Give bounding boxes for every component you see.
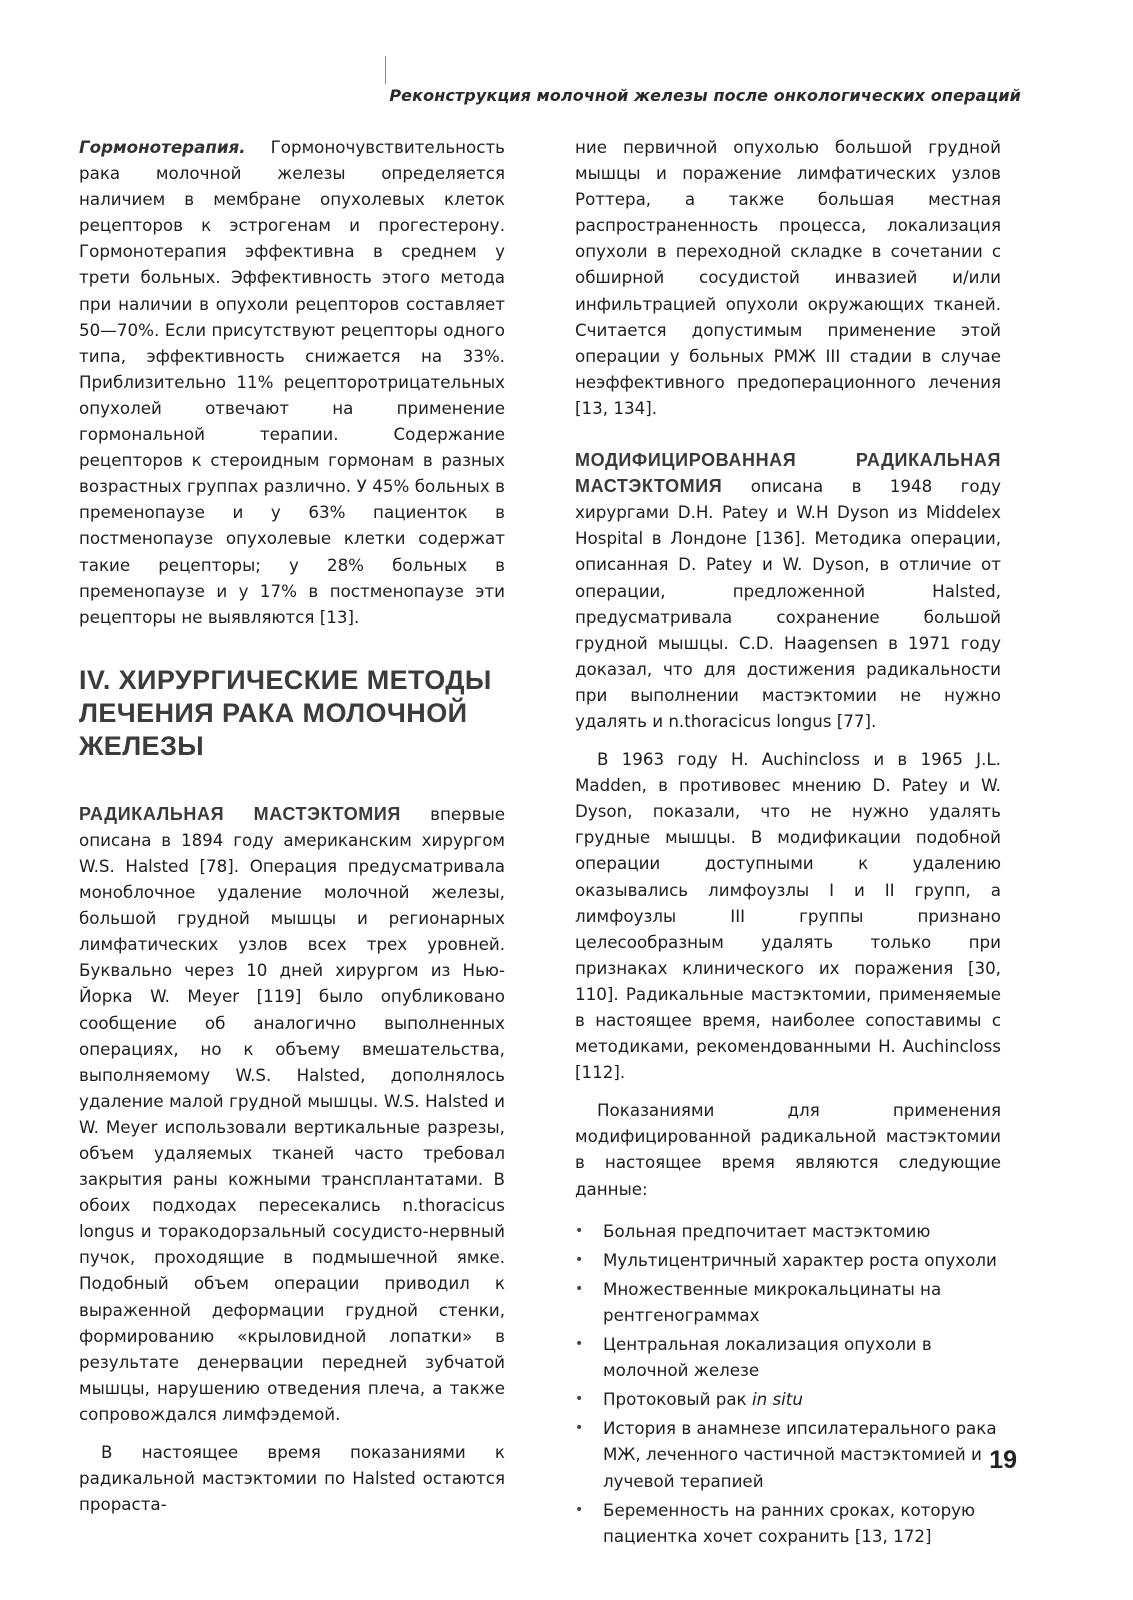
- bullet-icon: •: [575, 1222, 584, 1239]
- list-item-emphasis: in situ: [751, 1389, 803, 1410]
- page-number: 19: [989, 1446, 1017, 1474]
- paragraph-lead: Гормонотерапия.: [79, 137, 246, 157]
- paragraph-auchincloss: В 1963 году H. Auchincloss и в 1965 J.L. Madden, в противовес мнению D. Patey и W. Dyson, показали, что не нужно удалять грудные мышцы. В модификации подобной операции доступными к удалению оказывались лимфоузлы I и II групп, а лимфоузлы III группы признано целесообразным удалять только при признаках клинического их поражения [30, 110]. Радикальные мастэктомии, применяемые в настоящее время, наиболее сопоставимы с методиками, рекомендованными H. Auchincloss [112].: [575, 749, 1001, 1083]
- bullet-icon: •: [575, 1336, 584, 1353]
- bullet-icon: •: [575, 1420, 584, 1437]
- list-item-text: История в анамнезе ипсилатерального рака МЖ, леченного частичной мастэктомией и лучевой терапией: [603, 1418, 997, 1491]
- list-item: [575, 1497, 1001, 1549]
- list-item-text: Множественные микрокальцинаты на рентгенограммах: [603, 1278, 942, 1325]
- list-item: [575, 1386, 1001, 1412]
- paragraph-text: Гормоночувствительность рака молочной железы определяется наличием в мембране опухолевых клеток рецепторов к эстрогенам и прогестерону. Гормонотерапия эффективна в среднем у трети больных. Эффективность этого метода при наличии в опухоли рецепторов составляет 50—70%. Если присутствуют рецепторы одного типа, эффективность снижается на 33%. Приблизительно 11% рецепторотрицательных опухолей отвечают на применение гормональной терапии. Содержание рецепторов к стероидным гормонам в разных возрастных группах различно. У 45% больных в пременопаузе и у 63% пациенток в постменопаузе опухолевые клетки содержат такие рецепторы; у 28% больных в пременопаузе и у 17% в постменопаузе эти рецепторы не выявляются [13].: [79, 137, 505, 627]
- list-item: [575, 1415, 1001, 1493]
- paragraph-modified-indications: Показаниями для применения модифицированной радикальной мастэктомии в настоящее время являются следующие данные:: [575, 1100, 1001, 1199]
- paragraph-lead: РАДИКАЛЬНАЯ МАСТЭКТОМИЯ: [79, 803, 401, 824]
- paragraph-lead: МОДИФИЦИРОВАННАЯ РАДИКАЛЬНАЯ МАСТЭКТОМИЯ: [575, 450, 1001, 497]
- bullet-icon: •: [575, 1391, 584, 1408]
- paragraph-radical-mastectomy: [79, 801, 505, 1427]
- bullet-icon: •: [575, 1501, 584, 1518]
- list-item: [575, 1331, 1001, 1383]
- right-column: [575, 134, 1001, 1552]
- paragraph-hormone-therapy: [79, 134, 505, 630]
- list-item-text: Мультицентричный характер роста опухоли: [603, 1249, 997, 1270]
- running-head: Реконструкция молочной железы после онкологических операций: [389, 86, 1021, 105]
- list-item-text: Больная предпочитает мастэктомию: [603, 1220, 931, 1241]
- list-item: [575, 1218, 1001, 1244]
- paragraph-modified-mastectomy: [575, 447, 1001, 734]
- paragraph-text: описана в 1948 году хирургами D.H. Patey и W.H Dyson из Middelex Hospital в Лондоне [136]. Методика операции, описанная D. Patey и W. Dyson, в отличие от операции, предложенной Halsted, предусматривала сохранение большой грудной мышцы. C.D. Haagensen в 1971 году доказал, что для достижения радикальности при выполнении мастэктомии не нужно удалять и n.thoracicus longus [77].: [575, 476, 1001, 731]
- paragraph-text: впервые описана в 1894 году американским хирургом W.S. Halsted [78]. Операция предусматривала моноблочное удаление молочной железы, большой грудной мышцы и регионарных лимфатических узлов всех трех уровней. Буквально через 10 дней хирургом из Нью-Йорка W. Meyer [119] было опубликовано сообщение об аналогично выполненных операциях, но к объему вмешательства, выполняемому W.S. Halsted, дополнялось удаление малой грудной мышцы. W.S. Halsted и W. Meyer использовали вертикальные разрезы, объем удаляемых тканей часто требовал закрытия раны кожными трансплантатами. В обоих подходах пересекались n.thoracicus longus и торакодорзальный сосудисто-нервный пучок, проходящие в подмышечной ямке. Подобный объем операции приводил к выраженной деформации грудной стенки, формированию «крыловидной лопатки» в результате денервации передней зубчатой мышцы, нарушению отведения плеча, а также сопровождался лимфэдемой.: [79, 803, 506, 1424]
- paragraph-continuation: ние первичной опухолью большой грудной мышцы и поражение лимфатических узлов Роттера, а также большая местная распространенность процесса, локализация опухоли в переходной складке в сочетании с обширной сосудистой инвазией и/или инфильтрацией опухоли окружающих тканей. Считается допустимым применение этой операции у больных РМЖ III стадии в случае неэффективного предоперационного лечения [13, 134].: [575, 137, 1001, 418]
- indications-list: [575, 1218, 1001, 1549]
- list-item-text: Протоковый рак: [603, 1389, 752, 1410]
- list-item: [575, 1247, 1001, 1273]
- list-item-text: Центральная локализация опухоли в молочной железе: [603, 1334, 932, 1381]
- bullet-icon: •: [575, 1251, 584, 1268]
- section-heading: IV. ХИРУРГИЧЕСКИЕ МЕТОДЫ ЛЕЧЕНИЯ РАКА МОЛОЧНОЙ ЖЕЛЕЗЫ: [79, 664, 492, 761]
- list-item: [575, 1276, 1001, 1328]
- left-column: [79, 134, 505, 1529]
- list-item-text: Беременность на ранних сроках, которую пациентка хочет сохранить [13, 172]: [603, 1499, 976, 1546]
- paragraph-indications: В настоящее время показаниями к радикальной мастэктомии по Halsted остаются прораста-: [79, 1442, 505, 1515]
- bullet-icon: •: [575, 1280, 584, 1297]
